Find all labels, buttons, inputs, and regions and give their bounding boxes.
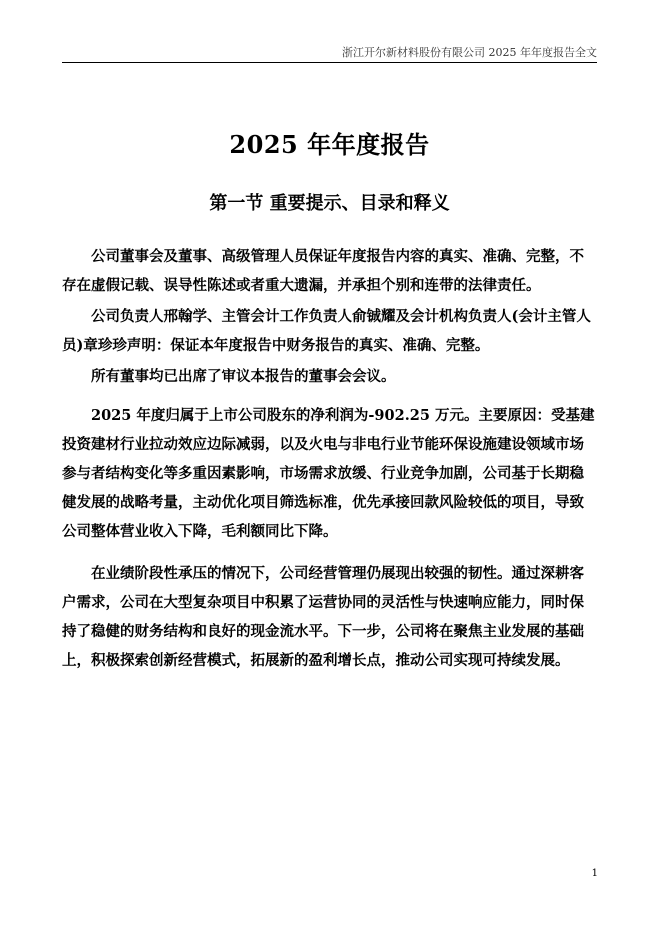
report-title: 2025 年年度报告 [229, 130, 430, 159]
document-body [62, 242, 597, 675]
paragraph-directors-attendance: 所有董事均已出席了审议本报告的董事会会议。 [91, 368, 396, 385]
header-divider [62, 62, 597, 63]
paragraph-resilience-outlook: 在业绩阶段性承压的情况下，公司经营管理仍展现出较强的韧性。通过深耕客户需求，公司在大型复杂项目中积累了运营协同的灵活性与快速响应能力，同时保持了稳健的财务结构和良好的现金流水平。下一步，公司将在聚焦主业发展的基础上，积极探索创新经营模式，拓展新的盈利增长点，推动公司实现可持续发展。 [62, 565, 584, 669]
paragraph-net-profit: 2025 年度归属于上市公司股东的净利润为-902.25 万元。主要原因：受基建投资建材行业拉动效应边际减弱，以及火电与非电行业节能环保设施建设领域市场参与者结构变化等多重因素影响，市场需求放缓、行业竞争加剧，公司基于长期稳健发展的战略考量，主动优化项目筛选标准，优先承接回款风险较低的项目，导致公司整体营业收入下降，毛利额同比下降。 [62, 407, 595, 540]
section-heading: 第一节 重要提示、目录和释义 [209, 193, 450, 214]
paragraph-responsible-persons: 公司负责人邢翰学、主管会计工作负责人俞铖耀及会计机构负责人(会计主管人员)章珍珍声明：保证本年度报告中财务报告的真实、准确、完整。 [62, 308, 591, 354]
page-number: 1 [591, 868, 598, 879]
paragraph-board-guarantee: 公司董事会及董事、高级管理人员保证年度报告内容的真实、准确、完整，不存在虚假记载、误导性陈述或者重大遗漏，并承担个别和连带的法律责任。 [62, 248, 584, 294]
running-header: 浙江开尔新材料股份有限公司 2025 年年度报告全文 [342, 46, 597, 59]
